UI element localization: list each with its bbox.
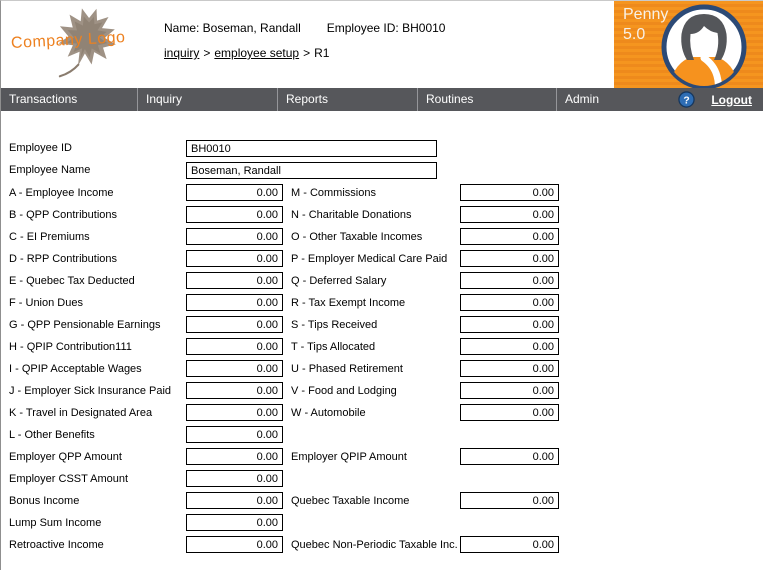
field-label-j-employer-sick-insurance-paid: J - Employer Sick Insurance Paid bbox=[9, 385, 172, 397]
input-e-quebec-tax-deducted[interactable] bbox=[186, 272, 283, 289]
field-label-s-tips-received: S - Tips Received bbox=[291, 319, 378, 331]
input-employer-qpip-amount[interactable] bbox=[460, 448, 559, 465]
nav-item-transactions[interactable]: Transactions bbox=[1, 88, 138, 111]
input-bonus-income[interactable] bbox=[186, 492, 283, 509]
breadcrumb-separator: > bbox=[203, 46, 211, 60]
app-version: 5.0 bbox=[623, 26, 646, 43]
employee-name-text: Name: Boseman, Randall bbox=[164, 21, 301, 35]
breadcrumb bbox=[164, 46, 329, 60]
brand-panel bbox=[614, 1, 763, 88]
nav-item-admin[interactable]: Admin bbox=[565, 92, 600, 106]
svg-text:?: ? bbox=[683, 95, 691, 107]
nav-item-inquiry[interactable]: Inquiry bbox=[138, 88, 278, 111]
input-employer-csst-amount[interactable] bbox=[186, 470, 283, 487]
input-j-employer-sick-insurance-paid[interactable] bbox=[186, 382, 283, 399]
input-m-commissions[interactable] bbox=[460, 184, 559, 201]
field-label-f-union-dues: F - Union Dues bbox=[9, 297, 83, 309]
app-name: Penny bbox=[623, 6, 669, 23]
input-f-union-dues[interactable] bbox=[186, 294, 283, 311]
breadcrumb-link-employee-setup[interactable]: employee setup bbox=[214, 46, 300, 60]
breadcrumb-current: R1 bbox=[314, 46, 330, 60]
field-label-lump-sum-income: Lump Sum Income bbox=[9, 517, 102, 529]
nav-item-reports[interactable]: Reports bbox=[278, 88, 418, 111]
field-label-employer-qpp-amount: Employer QPP Amount bbox=[9, 451, 122, 463]
input-h-qpip-contribution111[interactable] bbox=[186, 338, 283, 355]
input-b-qpp-contributions[interactable] bbox=[186, 206, 283, 223]
field-label-v-food-and-lodging: V - Food and Lodging bbox=[291, 385, 397, 397]
input-t-tips-allocated[interactable] bbox=[460, 338, 559, 355]
field-label-employee-id: Employee ID bbox=[9, 142, 72, 154]
field-label-t-tips-allocated: T - Tips Allocated bbox=[291, 341, 376, 353]
employee-id-input[interactable] bbox=[186, 140, 437, 157]
logout-link[interactable]: Logout bbox=[711, 92, 752, 107]
field-label-employer-csst-amount: Employer CSST Amount bbox=[9, 473, 129, 485]
field-label-quebec-taxable-income: Quebec Taxable Income bbox=[291, 495, 410, 507]
field-label-employer-qpip-amount: Employer QPIP Amount bbox=[291, 451, 407, 463]
field-label-employee-name: Employee Name bbox=[9, 164, 91, 176]
field-label-q-deferred-salary: Q - Deferred Salary bbox=[291, 275, 387, 287]
input-a-employee-income[interactable] bbox=[186, 184, 283, 201]
field-label-d-rpp-contributions: D - RPP Contributions bbox=[9, 253, 118, 265]
field-label-c-ei-premiums: C - EI Premiums bbox=[9, 231, 90, 243]
input-q-deferred-salary[interactable] bbox=[460, 272, 559, 289]
nav-item-routines[interactable]: Routines bbox=[418, 88, 557, 111]
input-o-other-taxable-incomes[interactable] bbox=[460, 228, 559, 245]
field-label-p-employer-medical-care-paid: P - Employer Medical Care Paid bbox=[291, 253, 448, 265]
field-label-l-other-benefits: L - Other Benefits bbox=[9, 429, 95, 441]
input-s-tips-received[interactable] bbox=[460, 316, 559, 333]
field-label-g-qpp-pensionable-earnings: G - QPP Pensionable Earnings bbox=[9, 319, 161, 331]
field-label-w-automobile: W - Automobile bbox=[291, 407, 366, 419]
field-label-n-charitable-donations: N - Charitable Donations bbox=[291, 209, 412, 221]
field-label-i-qpip-acceptable-wages: I - QPIP Acceptable Wages bbox=[9, 363, 142, 375]
input-lump-sum-income[interactable] bbox=[186, 514, 283, 531]
field-label-u-phased-retirement: U - Phased Retirement bbox=[291, 363, 403, 375]
field-label-e-quebec-tax-deducted: E - Quebec Tax Deducted bbox=[9, 275, 135, 287]
input-n-charitable-donations[interactable] bbox=[460, 206, 559, 223]
employee-info-line bbox=[164, 21, 445, 35]
field-label-r-tax-exempt-income: R - Tax Exempt Income bbox=[291, 297, 406, 309]
employee-id-text: Employee ID: BH0010 bbox=[326, 21, 446, 35]
input-l-other-benefits[interactable] bbox=[186, 426, 283, 443]
field-label-h-qpip-contribution111: H - QPIP Contribution111 bbox=[9, 341, 132, 353]
field-label-o-other-taxable-incomes: O - Other Taxable Incomes bbox=[291, 231, 423, 243]
field-label-b-qpp-contributions: B - QPP Contributions bbox=[9, 209, 118, 221]
input-d-rpp-contributions[interactable] bbox=[186, 250, 283, 267]
page-header bbox=[1, 1, 763, 88]
input-quebec-taxable-income[interactable] bbox=[460, 492, 559, 509]
input-employer-qpp-amount[interactable] bbox=[186, 448, 283, 465]
input-i-qpip-acceptable-wages[interactable] bbox=[186, 360, 283, 377]
input-p-employer-medical-care-paid[interactable] bbox=[460, 250, 559, 267]
company-logo bbox=[9, 3, 159, 86]
input-k-travel-in-designated-area[interactable] bbox=[186, 404, 283, 421]
field-label-retroactive-income: Retroactive Income bbox=[9, 539, 104, 551]
breadcrumb-separator: > bbox=[303, 46, 311, 60]
input-w-automobile[interactable] bbox=[460, 404, 559, 421]
field-label-m-commissions: M - Commissions bbox=[291, 187, 376, 199]
employee-name-input[interactable] bbox=[186, 162, 437, 179]
breadcrumb-link-inquiry[interactable]: inquiry bbox=[164, 46, 200, 60]
field-label-a-employee-income: A - Employee Income bbox=[9, 187, 114, 199]
input-r-tax-exempt-income[interactable] bbox=[460, 294, 559, 311]
input-retroactive-income[interactable] bbox=[186, 536, 283, 553]
field-label-k-travel-in-designated-area: K - Travel in Designated Area bbox=[9, 407, 153, 419]
main-nav-bar bbox=[1, 88, 763, 111]
input-v-food-and-lodging[interactable] bbox=[460, 382, 559, 399]
help-icon[interactable] bbox=[678, 91, 695, 108]
user-avatar bbox=[660, 3, 748, 88]
input-quebec-non-periodic-taxable-inc[interactable] bbox=[460, 536, 559, 553]
input-g-qpp-pensionable-earnings[interactable] bbox=[186, 316, 283, 333]
input-u-phased-retirement[interactable] bbox=[460, 360, 559, 377]
input-c-ei-premiums[interactable] bbox=[186, 228, 283, 245]
field-label-quebec-non-periodic-taxable-inc: Quebec Non-Periodic Taxable Inc. bbox=[291, 539, 458, 551]
company-logo-text: Company Logo bbox=[10, 29, 126, 52]
field-label-bonus-income: Bonus Income bbox=[9, 495, 80, 507]
